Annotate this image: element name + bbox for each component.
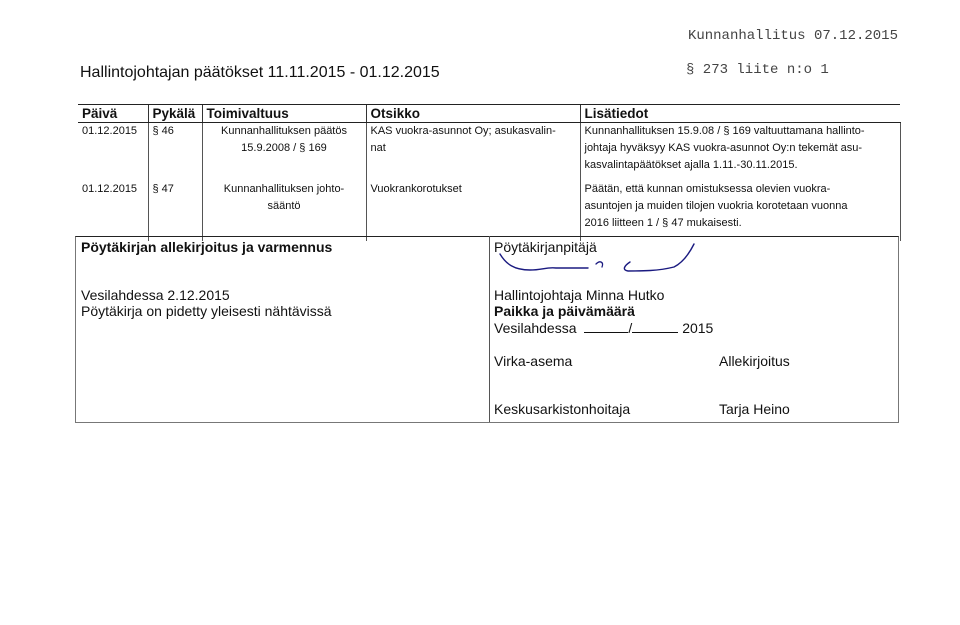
cell-line: kasvalintapäätökset ajalla 1.11.-30.11.2015.: [584, 159, 798, 171]
attachment-reference: § 273 liite n:o 1: [686, 62, 829, 78]
decisions-table: [78, 104, 901, 241]
year-value: 2015: [682, 320, 714, 336]
cell-line: Kunnanhallituksen johto-: [223, 183, 345, 195]
cell-line: Kunnanhallituksen 15.9.08 / § 169 valtuuttamana hallinto-: [584, 125, 865, 137]
day-blank: [584, 320, 628, 333]
cell-otsikko: [366, 123, 580, 176]
table-row: [78, 123, 900, 176]
cell-line: nat: [370, 142, 386, 154]
date-slash: /: [628, 320, 633, 336]
cell-toimivaltuus: [202, 123, 366, 176]
signature-label: Allekirjoitus: [719, 353, 790, 369]
cell-paiva: 01.12.2015: [82, 183, 138, 195]
document-title: Hallintojohtajan päätökset 11.11.2015 - 01.12.2015: [80, 64, 440, 81]
cell-paiva: 01.12.2015: [82, 125, 138, 137]
cell-line: Päätän, että kunnan omistuksessa olevien vuokra-: [584, 183, 831, 195]
column-header-toimivaltuus: Toimivaltuus: [202, 105, 366, 123]
signature-box: [75, 236, 899, 423]
cell-toimivaltuus: [202, 175, 366, 241]
column-header-lisatiedot: Lisätiedot: [580, 105, 900, 123]
cell-line: Kunnanhallituksen päätös: [221, 125, 347, 137]
cell-otsikko: [366, 175, 580, 241]
place-and-date-heading: Paikka ja päivämäärä: [494, 303, 635, 319]
column-header-paiva: Päivä: [78, 105, 148, 123]
table-row: [78, 175, 900, 241]
minutes-keeper-name: Hallintojohtaja Minna Hutko: [494, 287, 665, 303]
cell-lisatiedot: [580, 123, 900, 176]
cell-line: johtaja hyväksyy KAS vuokra-asunnot Oy:n tekemät asu-: [584, 142, 863, 154]
month-blank: [632, 320, 678, 333]
position-value: Keskusarkistonhoitaja: [494, 401, 631, 417]
document-header-meeting: Kunnanhallitus 07.12.2015: [687, 28, 898, 44]
signer-name: Tarja Heino: [719, 401, 790, 417]
minutes-keeper-label: Pöytäkirjanpitäjä: [494, 239, 597, 255]
position-label: Virka-asema: [494, 353, 573, 369]
cell-lisatiedot: [580, 175, 900, 241]
cell-line: Vuokrankorotukset: [370, 183, 462, 195]
cell-line: 2016 liitteen 1 / § 47 mukaisesti.: [584, 217, 742, 229]
place-prefix: Vesilahdessa: [494, 320, 577, 336]
place-date-fill-line: [494, 320, 713, 336]
cell-line: 15.9.2008 / § 169: [241, 142, 327, 154]
column-header-otsikko: Otsikko: [366, 105, 580, 123]
cell-line: asuntojen ja muiden tilojen vuokria korotetaan vuonna: [584, 200, 848, 212]
cell-line: KAS vuokra-asunnot Oy; asukasvalin-: [370, 125, 556, 137]
handwritten-signature: [492, 240, 712, 286]
cell-pykala: § 46: [148, 123, 202, 176]
cell-pykala: § 47: [148, 175, 202, 241]
signature-divider: [489, 236, 490, 422]
signature-heading: Pöytäkirjan allekirjoitus ja varmennus: [81, 239, 333, 255]
table-header-row: [78, 105, 900, 123]
signature-place-date: Vesilahdessa 2.12.2015: [81, 287, 230, 303]
public-display-note: Pöytäkirja on pidetty yleisesti nähtävissä: [81, 303, 332, 319]
column-header-pykala: Pykälä: [148, 105, 202, 123]
cell-line: sääntö: [267, 200, 301, 212]
